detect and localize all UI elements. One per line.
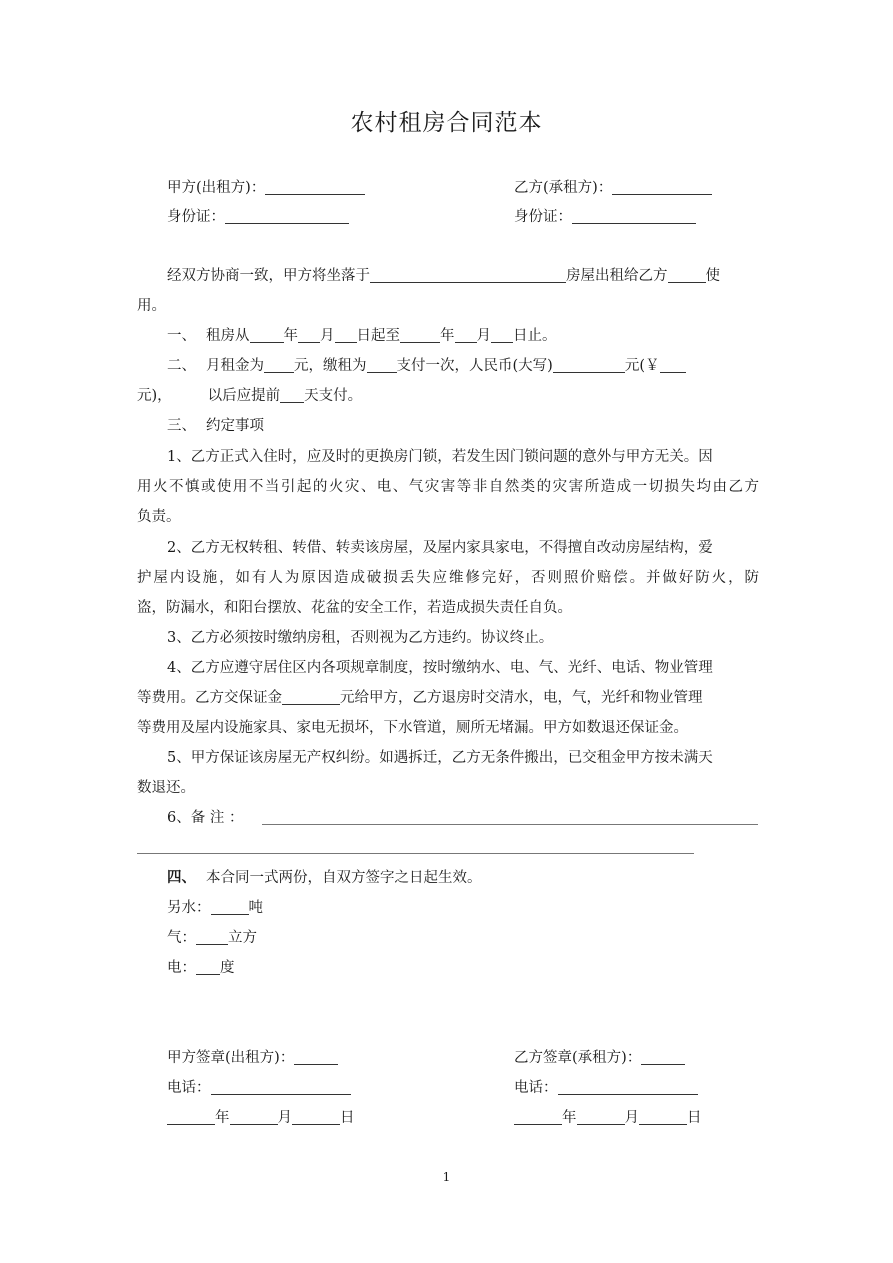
month-label: 月 <box>476 328 491 344</box>
party-b-id-line <box>514 207 696 227</box>
clause-2 <box>167 356 686 376</box>
deposit-blank[interactable] <box>282 689 340 705</box>
rmb-words-blank[interactable] <box>553 357 625 373</box>
remarks-line-1[interactable] <box>262 824 758 825</box>
month-label: 月 <box>320 328 335 344</box>
clause-3-label: 约定事项 <box>206 418 264 434</box>
year-label: 年 <box>283 328 298 344</box>
party-a-sign-line <box>167 1048 338 1068</box>
party-b-id-blank[interactable] <box>572 208 696 224</box>
party-a-phone-label: 电话： <box>167 1080 211 1096</box>
clause-2-cont-3: 天支付。 <box>304 388 363 404</box>
item-1-line-1: 1、乙方正式入住时，应及时的更换房门锁，若发生因门锁问题的意外与甲方无关。因 <box>167 449 713 465</box>
end-day-blank[interactable] <box>491 327 513 343</box>
intro-text-2: 房屋出租给乙方 <box>566 268 668 284</box>
item-6-remarks-label: 6、备 注 ： <box>167 810 244 826</box>
day-until-label: 日起至 <box>356 328 400 344</box>
clause-3 <box>167 416 264 436</box>
party-b-label: 乙方(承租方)： <box>514 180 613 196</box>
clause-2-num: 二、 <box>167 358 196 374</box>
item-3-line-1: 3、乙方必须按时缴纳房租，否则视为乙方违约。协议终止。 <box>167 630 554 646</box>
start-year-blank[interactable] <box>250 327 284 343</box>
intro-cont: 用。 <box>137 298 166 314</box>
party-a-date-line <box>167 1108 355 1128</box>
day-end-label: 日止。 <box>513 328 557 344</box>
clause-2-cont <box>137 386 362 406</box>
item-4-line-1: 4、乙方应遵守居住区内各项规章制度，按时缴纳水、电、气、光纤、电话、物业管理 <box>167 660 713 676</box>
party-b-year-blank[interactable] <box>514 1109 562 1125</box>
yuan-symbol-label: 元(￥ <box>624 358 660 374</box>
party-a-year-blank[interactable] <box>167 1109 215 1125</box>
intro-text-3: 使 <box>705 268 720 284</box>
rmb-label: 支付一次，人民币(大写) <box>396 358 553 374</box>
party-b-sign-label: 乙方签章(承租方)： <box>514 1050 642 1066</box>
rent-label: 月租金为 <box>206 358 264 374</box>
remarks-line-2[interactable] <box>137 853 694 854</box>
pay-period-label: 元，缴租为 <box>294 358 367 374</box>
clause-3-num: 三、 <box>167 418 196 434</box>
gas-blank[interactable] <box>196 929 228 945</box>
party-a-day-blank[interactable] <box>292 1109 340 1125</box>
party-b-date-line <box>514 1108 702 1128</box>
gas-label: 气： <box>167 930 196 946</box>
water-line <box>167 898 263 918</box>
deposit-label: 等费用。乙方交保证金 <box>137 690 282 706</box>
water-label: 另水： <box>167 900 211 916</box>
pay-period-blank[interactable] <box>367 357 397 373</box>
gas-unit: 立方 <box>228 930 257 946</box>
party-b-id-label: 身份证： <box>514 209 572 225</box>
party-b-day-blank[interactable] <box>639 1109 687 1125</box>
item-5-line-2: 数退还。 <box>137 780 195 796</box>
day-label: 日 <box>340 1110 355 1126</box>
party-a-sign-label: 甲方签章(出租方)： <box>167 1050 295 1066</box>
party-b-phone-blank[interactable] <box>558 1079 698 1095</box>
clause-2-cont-2: 以后应提前 <box>207 388 281 404</box>
party-a-phone-line <box>167 1078 351 1098</box>
party-b-sign-blank[interactable] <box>641 1049 685 1065</box>
property-location-blank[interactable] <box>370 267 566 283</box>
end-month-blank[interactable] <box>455 327 477 343</box>
party-b-phone-line <box>514 1078 698 1098</box>
intro-text-1: 经双方协商一致，甲方将坐落于 <box>167 268 370 284</box>
year-label: 年 <box>562 1110 577 1126</box>
clause-1-num: 一、 <box>167 328 196 344</box>
item-5-line-1: 5、甲方保证该房屋无产权纠纷。如遇拆迁，乙方无条件搬出，已交租金甲方按未满天 <box>167 750 713 766</box>
item-2-line-2: 护屋内设施，如有人为原因造成破损丢失应维修完好，否则照价赔偿。并做好防火，防 <box>137 570 759 586</box>
page-number: 1 <box>442 1170 451 1184</box>
item-1-line-2: 用火不慎或使用不当引起的火灾、电、气灾害等非自然类的灾害所造成一切损失均由乙方 <box>137 479 759 495</box>
party-a-blank[interactable] <box>265 179 365 195</box>
rmb-figure-blank[interactable] <box>660 357 686 373</box>
party-a-line <box>167 178 365 198</box>
item-2-line-1: 2、乙方无权转租、转借、转卖该房屋，及屋内家具家电，不得擅自改动房屋结构，爱 <box>167 540 713 556</box>
party-a-id-label: 身份证： <box>167 209 225 225</box>
party-a-id-line <box>167 207 349 227</box>
party-b-blank[interactable] <box>612 179 712 195</box>
electric-line <box>167 958 235 978</box>
clause-4-num: 四、 <box>167 869 196 886</box>
electric-unit: 度 <box>220 960 235 976</box>
intro-line <box>167 266 720 286</box>
day-label: 日 <box>687 1110 702 1126</box>
month-label: 月 <box>624 1110 639 1126</box>
advance-days-blank[interactable] <box>280 387 304 403</box>
party-b-line <box>514 178 712 198</box>
year-label: 年 <box>440 328 455 344</box>
usage-blank[interactable] <box>668 267 706 283</box>
party-b-sign-line <box>514 1048 685 1068</box>
party-a-phone-blank[interactable] <box>211 1079 351 1095</box>
party-b-phone-label: 电话： <box>514 1080 558 1096</box>
deposit-text: 元给甲方，乙方退房时交清水，电，气，光纤和物业管理 <box>340 690 703 706</box>
item-1-line-3: 负责。 <box>137 509 181 525</box>
party-a-id-blank[interactable] <box>225 208 349 224</box>
start-month-blank[interactable] <box>298 327 320 343</box>
year-label: 年 <box>215 1110 230 1126</box>
clause-2-cont-1: 元)， <box>137 388 172 404</box>
clause-4-text: 本合同一式两份，自双方签字之日起生效。 <box>206 870 482 886</box>
clause-1 <box>167 326 557 346</box>
month-label: 月 <box>277 1110 292 1126</box>
party-b-month-blank[interactable] <box>577 1109 625 1125</box>
water-unit: 吨 <box>248 900 263 916</box>
electric-label: 电： <box>167 960 196 976</box>
item-2-line-3: 盗，防漏水，和阳台摆放、花盆的安全工作，若造成损失责任自负。 <box>137 600 572 616</box>
party-a-label: 甲方(出租方)： <box>167 180 266 196</box>
rent-amount-blank[interactable] <box>264 357 294 373</box>
party-a-month-blank[interactable] <box>230 1109 278 1125</box>
gas-line <box>167 928 257 948</box>
water-blank[interactable] <box>211 899 249 915</box>
clause-1-text: 租房从 <box>206 328 250 344</box>
item-4-line-3: 等费用及屋内设施家具、家电无损坏，下水管道，厕所无堵漏。甲方如数退还保证金。 <box>137 720 688 736</box>
electric-blank[interactable] <box>196 959 220 975</box>
start-day-blank[interactable] <box>335 327 357 343</box>
clause-4 <box>167 868 482 888</box>
party-a-sign-blank[interactable] <box>294 1049 338 1065</box>
page-title: 农村租房合同范本 <box>350 110 543 136</box>
item-4-line-2 <box>137 688 703 708</box>
end-year-blank[interactable] <box>400 327 440 343</box>
